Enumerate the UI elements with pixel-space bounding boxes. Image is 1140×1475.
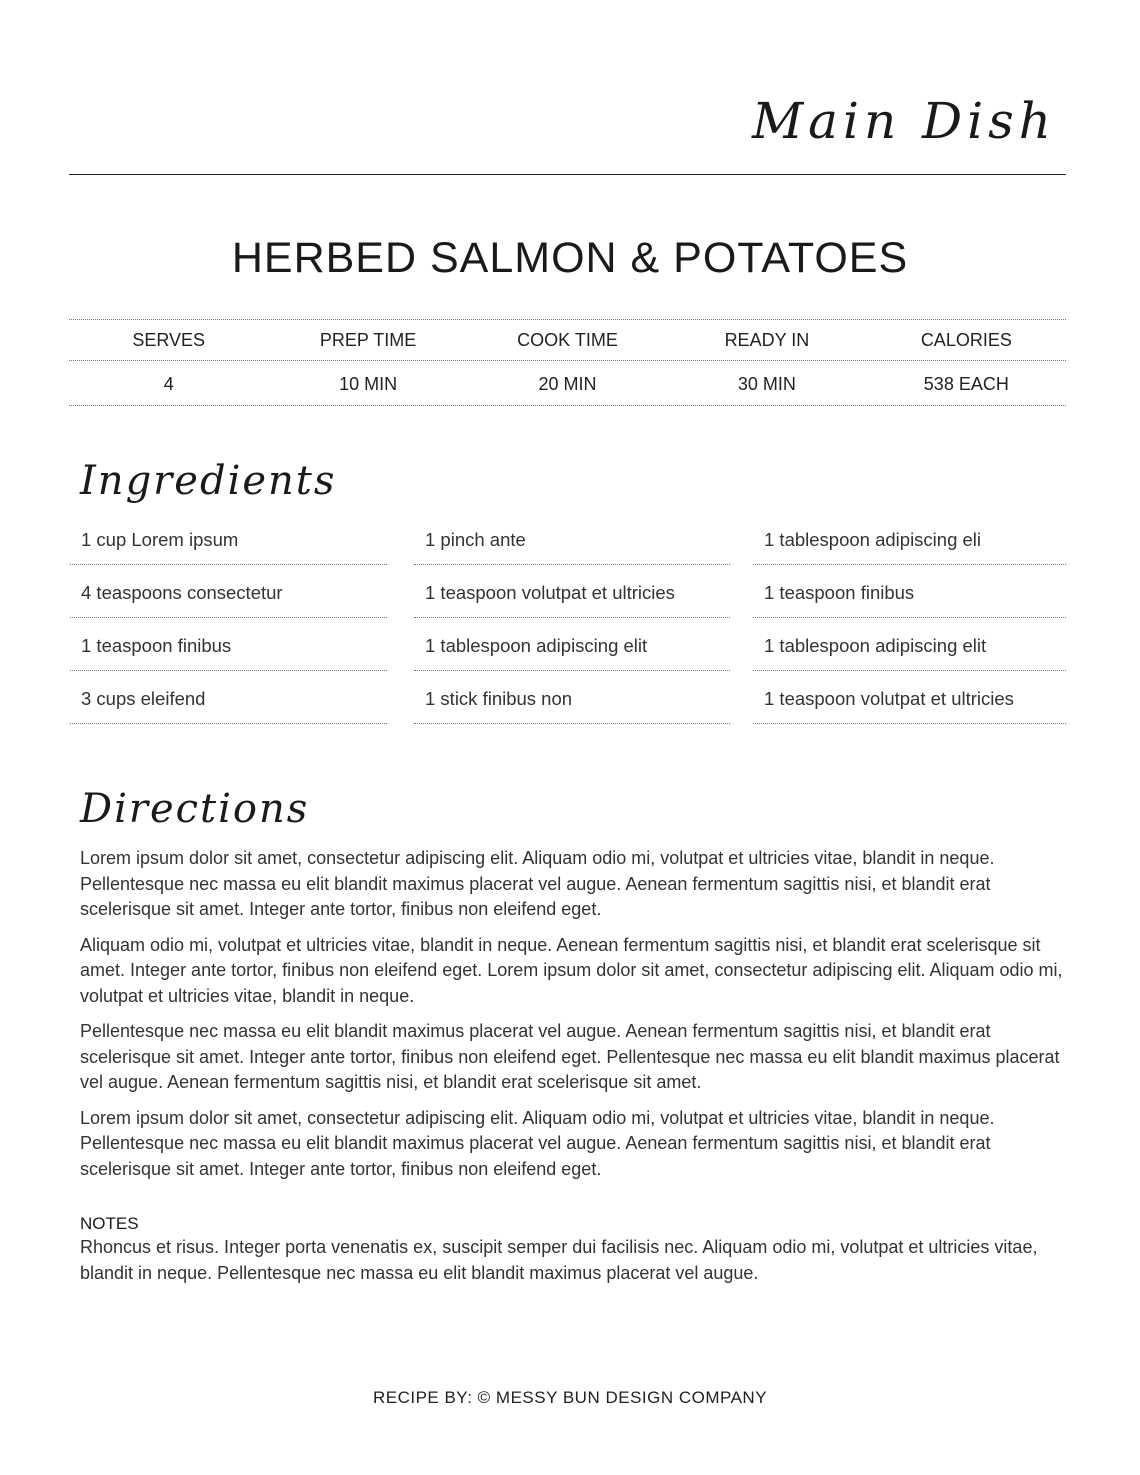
stats-value-row <box>69 360 1066 406</box>
ingredients-heading: Ingredients <box>80 458 337 504</box>
ingredient-item: 1 pinch ante <box>414 512 730 565</box>
recipe-stats-table <box>69 319 1066 406</box>
stat-header-calories: CALORIES <box>920 330 1012 350</box>
directions-body <box>80 846 1070 1192</box>
notes-section <box>80 1213 1075 1286</box>
ingredients-column-3 <box>753 512 1066 724</box>
direction-paragraph: Lorem ipsum dolor sit amet, consectetur adipiscing elit. Aliquam odio mi, volutpat et ultricies vitae, blandit in neque. Pellentesque nec massa eu elit blandit maximus placerat vel augue. Aenean fermentum sagittis nisi, et blandit erat scelerisque sit amet. Integer ante tortor, finibus non eleifend eget. <box>80 1107 995 1179</box>
direction-paragraph: Lorem ipsum dolor sit amet, consectetur adipiscing elit. Aliquam odio mi, volutpat et ultricies vitae, blandit in neque. Pellentesque nec massa eu elit blandit maximus placerat vel augue. Aenean fermentum sagittis nisi, et blandit erat scelerisque sit amet. Integer ante tortor, finibus non eleifend eget. <box>80 848 995 919</box>
stat-value-calories: 538 EACH <box>923 374 1009 394</box>
notes-label: NOTES <box>80 1214 139 1233</box>
ingredient-item: 1 cup Lorem ipsum <box>70 512 387 565</box>
ingredient-item: 1 teaspoon finibus <box>753 565 1066 618</box>
header-divider <box>69 174 1066 175</box>
category-label: Main Dish <box>751 92 1056 150</box>
stat-value-cook-time: 20 MIN <box>538 374 597 394</box>
ingredient-item: 3 cups eleifend <box>70 671 387 724</box>
direction-paragraph: Aliquam odio mi, volutpat et ultricies vitae, blandit in neque. Aenean fermentum sagittis nisi, et blandit erat scelerisque sit amet. Integer ante tortor, finibus non eleifend eget. Lorem ipsum dolor sit amet, consectetur adipiscing elit. Aliquam odio mi, volutpat et ultricies vitae, blandit in neque. <box>80 934 1063 1006</box>
stat-value-ready-in: 30 MIN <box>737 374 796 394</box>
recipe-credit-footer: RECIPE BY: © MESSY BUN DESIGN COMPANY <box>372 1388 768 1407</box>
ingredient-item: 1 teaspoon finibus <box>70 618 387 671</box>
stats-header-row <box>69 319 1066 360</box>
stat-header-prep-time: PREP TIME <box>319 330 417 350</box>
ingredient-item: 1 teaspoon volutpat et ultricies <box>753 671 1066 724</box>
ingredient-item: 1 tablespoon adipiscing elit <box>414 618 730 671</box>
ingredients-column-1 <box>70 512 387 724</box>
stat-header-cook-time: COOK TIME <box>517 330 618 350</box>
ingredient-item: 1 stick finibus non <box>414 671 730 724</box>
ingredient-item: 1 tablespoon adipiscing elit <box>753 618 1066 671</box>
ingredient-item: 1 teaspoon volutpat et ultricies <box>414 565 730 618</box>
directions-heading: Directions <box>80 786 310 832</box>
ingredient-item: 4 teaspoons consectetur <box>70 565 387 618</box>
ingredients-column-2 <box>414 512 730 724</box>
stat-value-prep-time: 10 MIN <box>339 374 398 394</box>
direction-paragraph: Pellentesque nec massa eu elit blandit maximus placerat vel augue. Aenean fermentum sagittis nisi, et blandit erat scelerisque sit amet. Integer ante tortor, finibus non eleifend eget. Pellentesque nec massa eu elit blandit maximus placerat vel augue. Aenean fermentum sagittis nisi, et blandit erat scelerisque sit amet. <box>80 1021 1060 1092</box>
ingredient-item: 1 tablespoon adipiscing eli <box>753 512 1066 565</box>
notes-text: Rhoncus et risus. Integer porta venenatis ex, suscipit semper dui facilisis nec. Aliquam odio mi, volutpat et ultricies vitae, blandit in neque. Pellentesque nec massa eu elit blandit maximus placerat vel augue. <box>80 1237 1038 1283</box>
recipe-title: HERBED SALMON & POTATOES <box>231 233 909 282</box>
stat-header-serves: SERVES <box>132 330 206 350</box>
stat-header-ready-in: READY IN <box>724 330 810 350</box>
stat-value-serves: 4 <box>163 374 174 394</box>
